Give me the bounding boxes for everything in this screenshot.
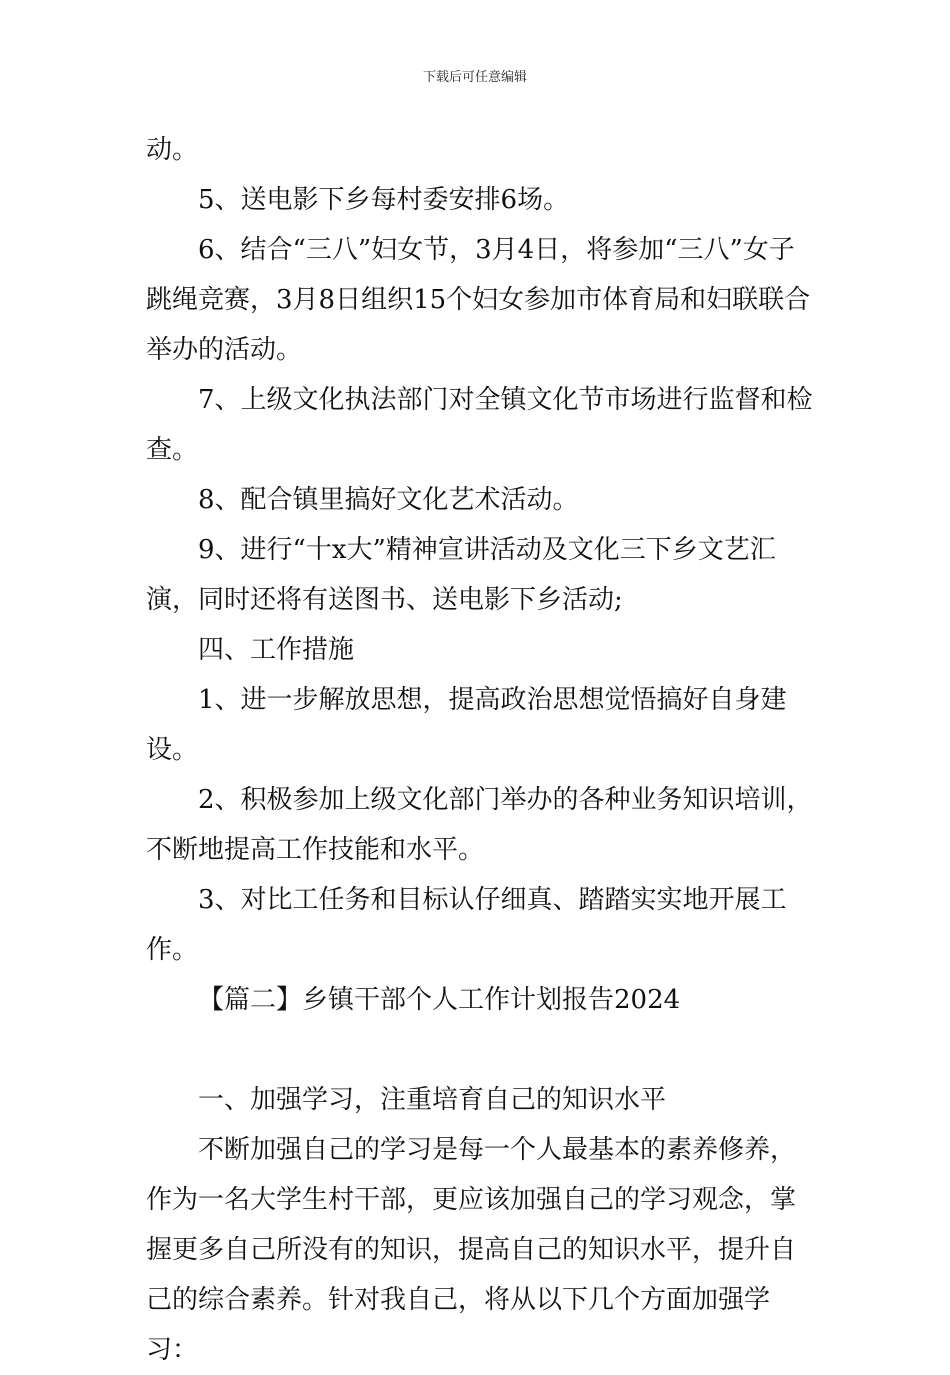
chapter-title: 【篇二】乡镇干部个人工作计划报告2024	[198, 985, 681, 1015]
page-header-note: 下载后可任意编辑	[422, 70, 527, 85]
blank-line	[146, 1025, 814, 1075]
paragraph-measure-2: 2、积极参加上级文化部门举办的各种业务知识培训，不断地提高工作技能和水平。	[146, 785, 813, 865]
section-heading-measures: 四、工作措施	[198, 635, 355, 665]
paragraph-item-8: 8、配合镇里搞好文化艺术活动。	[198, 485, 579, 515]
document-body	[146, 125, 814, 1375]
paragraph-measure-1: 1、进一步解放思想，提高政治思想觉悟搞好自身建设。	[146, 685, 787, 765]
paragraph-item-6: 6、结合“三八”妇女节，3月4日，将参加“三八”女子跳绳竞赛，3月8日组织15个妇女参加市体育局和妇联联合举办的活动。	[146, 235, 811, 365]
paragraph-continuation: 动。	[146, 135, 199, 165]
paragraph-study-body: 不断加强自己的学习是每一个人最基本的素养修养，作为一名大学生村干部，更应该加强自己的学习观念，掌握更多自己所没有的知识，提高自己的知识水平，提升自己的综合素养。针对我自己，将从以下几个方面加强学习：	[146, 1135, 797, 1365]
paragraph-item-5: 5、送电影下乡每村委安排6场。	[198, 185, 570, 215]
paragraph-item-9: 9、进行“十x大”精神宣讲活动及文化三下乡文艺汇演，同时还将有送图书、送电影下乡活动;	[146, 535, 776, 615]
section-heading-study: 一、加强学习，注重培育自己的知识水平	[198, 1085, 667, 1115]
paragraph-item-7: 7、上级文化执法部门对全镇文化节市场进行监督和检查。	[146, 385, 813, 465]
paragraph-measure-3: 3、对比工任务和目标认仔细真、踏踏实实地开展工作。	[146, 885, 787, 965]
